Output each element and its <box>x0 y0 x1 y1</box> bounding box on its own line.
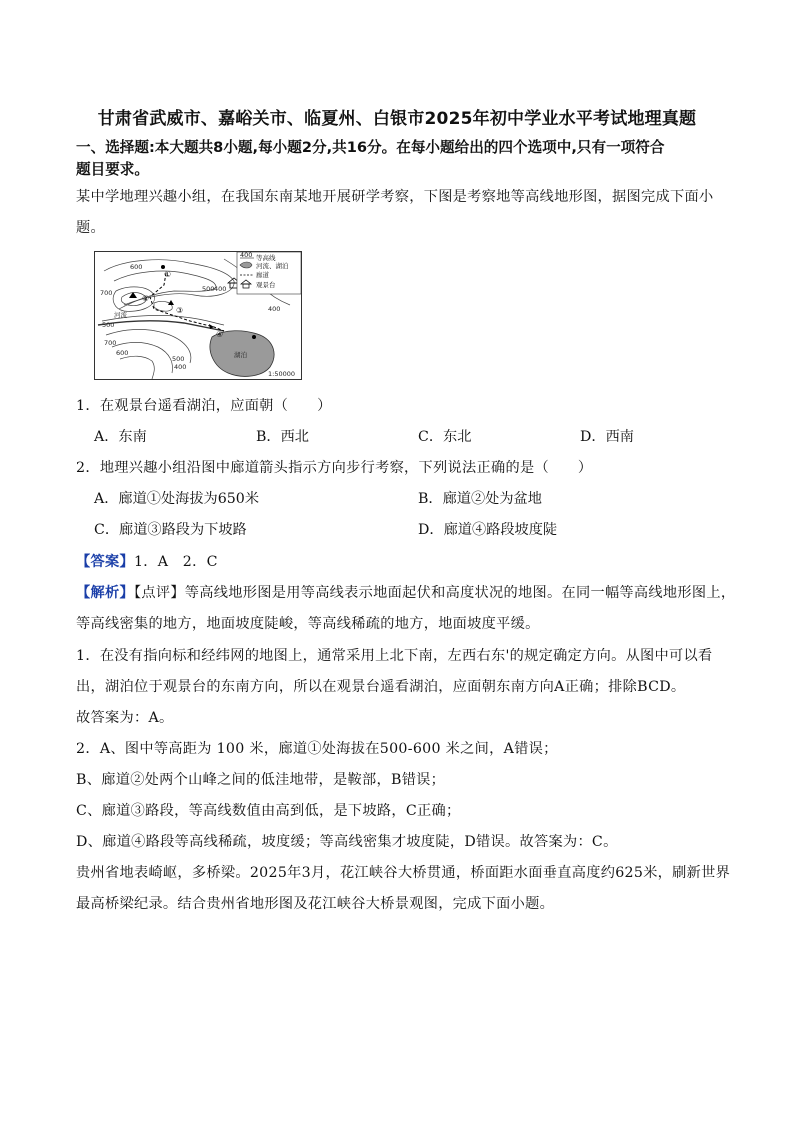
contour-label: 400 <box>268 305 281 313</box>
lake-label: 湖泊 <box>234 351 247 359</box>
analysis-line-5: 故答案为：A。 <box>76 710 174 726</box>
q2-option-a: A．廊道①处海拔为650米 <box>94 491 260 507</box>
contour-label: 500 <box>202 285 215 293</box>
q2-option-b: B．廊道②处为盆地 <box>418 491 542 507</box>
contour-map <box>94 251 302 380</box>
contour-label: 400 <box>214 285 227 293</box>
contour-label: 500 <box>102 321 115 329</box>
q2-option-c: C．廊道③路段为下坡路 <box>94 522 247 538</box>
q2-stem: 2．地理兴趣小组沿图中廊道箭头指示方向步行考察，下列说法正确的是（ ） <box>76 460 593 476</box>
river-label: 河流 <box>114 311 127 319</box>
analysis-line-1 <box>76 582 735 602</box>
analysis-line-3: 1．在没有指向标和经纬网的地图上，通常采用上北下南，左西右东'的规定确定方向。从图中可以看 <box>76 648 713 664</box>
next-intro-line-2: 最高桥梁纪录。结合贵州省地形图及花江峡谷大桥景观图，完成下面小题。 <box>76 896 555 912</box>
q2-option-d: D．廊道④路段坡度陡 <box>418 522 558 538</box>
q1-option-d: D．西南 <box>580 429 634 445</box>
section-heading-line-2: 题目要求。 <box>76 161 149 178</box>
q1-option-b: B．西北 <box>256 429 309 445</box>
map-scale: 1:50000 <box>268 370 296 378</box>
corridor-point-4: ④ <box>216 330 224 339</box>
contour-label: 500 <box>172 355 185 363</box>
analysis-tag: 【解析】 <box>76 585 134 601</box>
legend-platform-label: 观景台 <box>256 281 276 289</box>
contour-label: 600 <box>130 263 143 271</box>
analysis-line-9: D、廊道④路段等高线稀疏，坡度缓；等高线密集才坡度陡，D错误。故答案为：C。 <box>76 834 618 850</box>
corridor-point-1: ① <box>164 270 172 279</box>
answer-line <box>76 551 218 571</box>
intro-line-2: 题。 <box>76 220 105 236</box>
contour-label: 700 <box>104 339 117 347</box>
intro-line-1: 某中学地理兴趣小组，在我国东南某地开展研学考察，下图是考察地等高线地形图，据图完成下面小 <box>76 189 714 205</box>
analysis-text: 【点评】等高线地形图是用等高线表示地面起伏和高度状况的地图。在同一幅等高线地形图上， <box>133 585 736 601</box>
corridor-point-2: ② <box>142 294 150 303</box>
analysis-line-2: 等高线密集的地方，地面坡度陡峻，等高线稀疏的地方，地面坡度平缓。 <box>76 616 540 632</box>
analysis-line-8: C、廊道③路段，等高线数值由高到低，是下坡路，C正确； <box>76 803 461 819</box>
q1-option-c: C．东北 <box>418 429 472 445</box>
contour-label: 600 <box>116 349 129 357</box>
analysis-line-4: 出，湖泊位于观景台的东南方向，所以在观景台遥看湖泊，应面朝东南方向A正确；排除BCD。 <box>76 679 686 695</box>
legend-contour-value: 400 <box>240 251 253 259</box>
contour-label: 400 <box>174 363 187 371</box>
section-heading-line-1: 一、选择题:本大题共8小题,每小题2分,共16分。在每小题给出的四个选项中,只有一项符合 <box>76 139 665 156</box>
q1-stem: 1．在观景台遥看湖泊，应面朝（ ） <box>76 398 332 414</box>
answer-tag: 【答案】 <box>76 554 134 570</box>
legend-water-label: 河流、湖泊 <box>256 262 289 270</box>
corridor-point-3: ③ <box>176 306 184 315</box>
page-title: 甘肃省武威市、嘉峪关市、临夏州、白银市2025年初中学业水平考试地理真题 <box>97 109 697 129</box>
analysis-line-7: B、廊道②处两个山峰之间的低洼地带，是鞍部，B错误； <box>76 772 446 788</box>
section-heading <box>76 137 756 181</box>
next-intro-line-1: 贵州省地表崎岖，多桥梁。2025年3月，花江峡谷大桥贯通，桥面距水面垂直高度约625米，刷新世界 <box>76 865 731 881</box>
legend-corridor-label: 廊道 <box>256 271 269 279</box>
q1-option-a: A．东南 <box>94 429 147 445</box>
analysis-line-6: 2．A、图中等高距为 100 米，廊道①处海拔在500-600 米之间，A错误； <box>76 741 558 757</box>
contour-label: 700 <box>100 289 113 297</box>
answer-text: 1．A 2．C <box>133 554 218 570</box>
legend-contour-label: 等高线 <box>256 254 276 262</box>
